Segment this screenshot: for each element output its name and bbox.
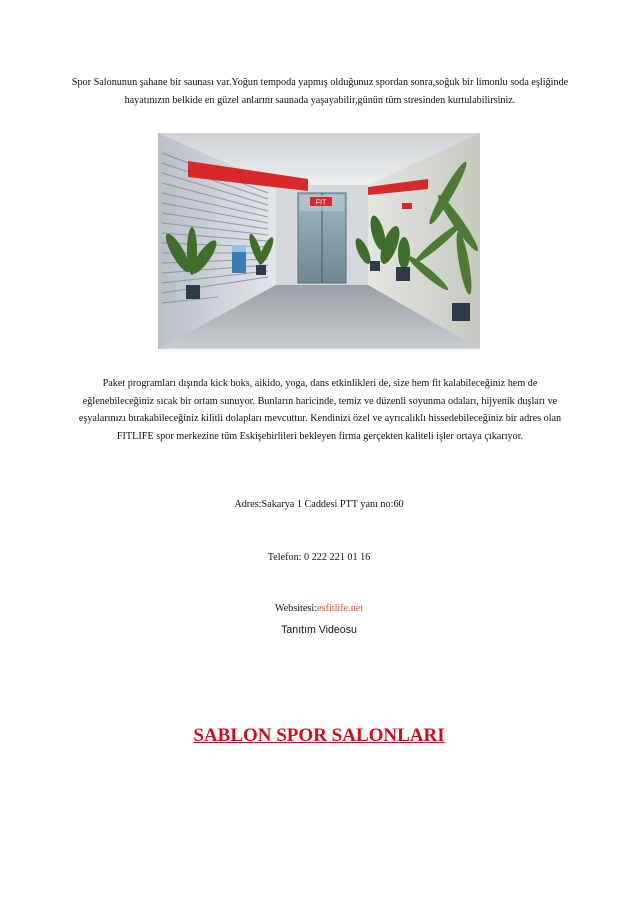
intro-paragraph: Spor Salonunun şahane bir saunası var.Yoğun tempoda yapmış olduğunuz spordan sonra,soğuk bir limonlu soda eşliğinde hayatınızın belkide en güzel anlarını saunada yaşayabilir,günün tüm stresinden kurtulabilirsiniz.: [71, 77, 569, 106]
website-link[interactable]: esfitlife.net: [317, 603, 364, 614]
promo-video-label: Tanıtım Videosu: [281, 624, 357, 636]
fit-sign-text: FIT: [315, 199, 327, 207]
address-line: Adres:Sakarya 1 Caddesi PTT yanı no:60: [234, 499, 404, 510]
description-paragraph: Paket programları dışında kick boks, aikido, yoga, dans etkinlikleri de, size hem fit kalabileceğiniz hem de eğlenebileceğiniz sıcak bir ortam sunuyor. Bunların haricinde, temiz ve düzenli soyunma odaları, hijyenik duşları ve eşyalarınızı bırakabileceğiniz kilitli dolapları mevcuttur. Kendinizi özel ve ayrıcalıklı hissedebileceğiniz bir adres olan FITLIFE spor merkezine tüm Eskişehirlileri bekleyen firma gerçekten kaliteli işler ortaya çıkarıyor.: [78, 378, 562, 442]
website-line: [0, 603, 638, 614]
website-label: Websitesi:: [274, 603, 318, 614]
section-title: SABLON SPOR SALONLARI: [193, 725, 445, 746]
phone-line: Telefon: 0 222 221 01 16: [267, 552, 371, 563]
gym-entrance-photo: [158, 133, 480, 349]
